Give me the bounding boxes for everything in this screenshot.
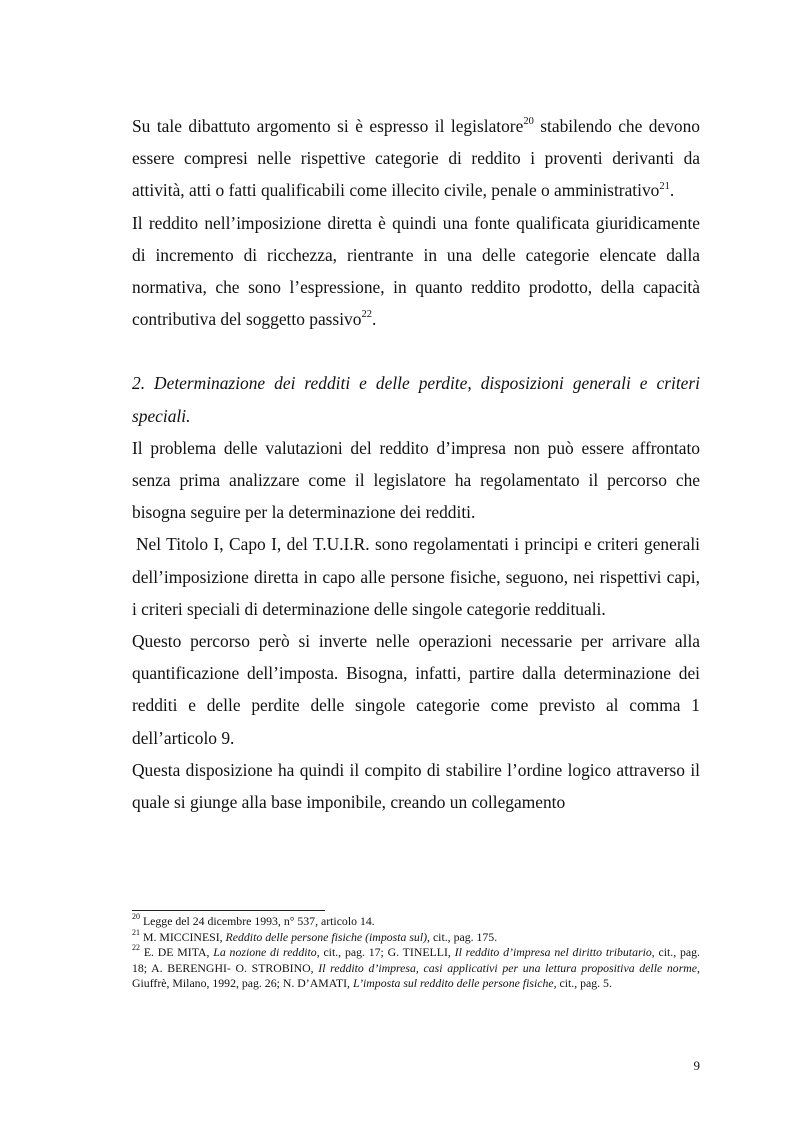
footnote-number: 20 bbox=[132, 912, 140, 922]
footnote-text: , cit., pag. 18; A. BERENGHI- O. STROBINO, bbox=[132, 945, 700, 975]
footnote-text: , Giuffrè, Milano, 1992, pag. 26; N. D’AMATI, bbox=[132, 960, 700, 991]
paragraph-text: stabilendo che devono essere compresi nelle rispettive categorie di reddito i proventi derivanti da attività, atti o fatti qualificabili come illecito civile, penale o amministrativo bbox=[132, 116, 701, 201]
footnote bbox=[132, 927, 700, 946]
footnote-separator bbox=[132, 910, 325, 911]
paragraph bbox=[132, 110, 700, 207]
paragraph-text: . bbox=[371, 309, 377, 330]
paragraph: Questo percorso però si inverte nelle operazioni necessarie per arrivare alla quantificazione dell’imposta. Bisogna, infatti, partire dalla determinazione dei redditi e delle perdite delle singole categorie come previsto al comma 1 dell’articolo 9. bbox=[132, 631, 700, 748]
footnote-cited-title: Reddito delle persone fisiche (imposta sul) bbox=[225, 929, 428, 944]
footnote-text: M. MICCINESI, bbox=[142, 929, 226, 944]
section-heading: 2. Determinazione dei redditi e delle perdite, disposizioni generali e criteri speciali. bbox=[132, 373, 700, 426]
body-text bbox=[132, 110, 700, 818]
paragraph: Questa disposizione ha quindi il compito di stabilire l’ordine logico attraverso il quale si giunge alla base imponibile, creando un collegamento bbox=[132, 759, 700, 813]
footnote bbox=[132, 945, 700, 992]
paragraph: Nel Titolo I, Capo I, del T.U.I.R. sono regolamentati i principi e criteri generali dell’imposizione diretta in capo alle persone fisiche, seguono, nei rispettivi capi, i criteri speciali di determinazione delle singole categorie reddituali. bbox=[132, 534, 700, 619]
footnote-number: 21 bbox=[132, 927, 140, 937]
footnote-number: 22 bbox=[132, 943, 140, 953]
footnote-cited-title: L’imposta sul reddito delle persone fisiche bbox=[352, 976, 554, 991]
footnote-text: E. DE MITA, bbox=[143, 945, 214, 960]
footnote-text: Legge del 24 dicembre 1993, n° 537, articolo 14. bbox=[142, 914, 375, 928]
footnote-ref: 22 bbox=[361, 309, 372, 321]
page-number: 9 bbox=[693, 1058, 700, 1073]
footnote-cited-title: La nozione di reddito bbox=[213, 945, 317, 960]
footnote-text: , cit., pag. 5. bbox=[553, 976, 612, 991]
footnote-ref: 21 bbox=[659, 180, 670, 192]
footnote-text: , cit., pag. 17; G. TINELLI, bbox=[316, 945, 455, 960]
footnote bbox=[132, 914, 700, 930]
paragraph bbox=[132, 207, 700, 336]
paragraph: Il problema delle valutazioni del reddito d’impresa non può essere affrontato senza prima analizzare come il legislatore ha regolamentato il percorso che bisogna seguire per la determinazione dei redditi. bbox=[132, 437, 700, 523]
paragraph-text: Su tale dibattuto argomento si è espresso il legislatore bbox=[132, 116, 524, 136]
footnote-text: , cit., pag. 175. bbox=[427, 929, 498, 944]
paragraph-text: . bbox=[669, 180, 675, 201]
footnote-cited-title: Il reddito d’impresa, casi applicativi per una lettura propositiva delle norme bbox=[318, 960, 698, 975]
paragraph-text: Il reddito nell’imposizione diretta è quindi una fonte qualificata giuridicamente di incremento di ricchezza, rientrante in una delle categorie elencate dalla normativa, che sono l’espressione, in quanto reddito prodotto, della capacità contributiva del soggetto passivo bbox=[132, 212, 700, 330]
footnote-ref: 20 bbox=[523, 116, 534, 128]
footnote-cited-title: Il reddito d’impresa nel diritto tributario bbox=[454, 945, 652, 960]
footnotes bbox=[132, 914, 700, 992]
